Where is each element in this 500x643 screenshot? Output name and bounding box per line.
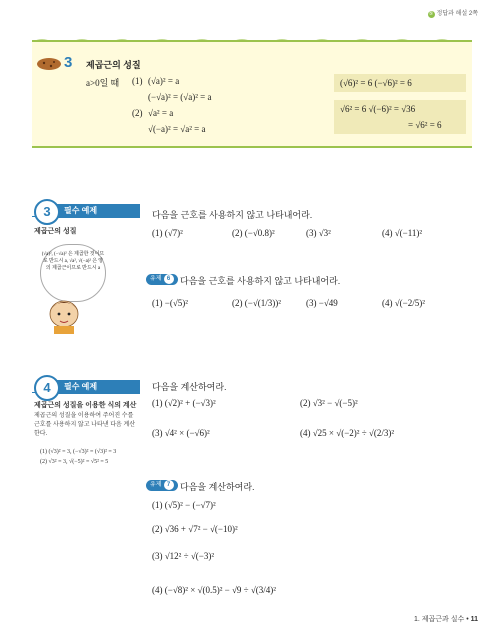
ex3-problem-4: (4) √(−11)² <box>382 228 423 238</box>
footer: 1. 제곱근과 실수 • 11 <box>413 616 478 623</box>
ex4-similar-badge-label: 유제 <box>150 482 162 488</box>
ex3-question: 다음을 근호를 사용하지 않고 나타내어라. <box>152 210 313 220</box>
ex3-tag: 필수 예제 <box>56 204 140 218</box>
ex4-note-ex1: (1) (√3)² = 3, (−√3)² = (√3)² = 3 <box>40 449 117 455</box>
ex4-number: 4 <box>34 375 60 401</box>
ex3-similar-badge-label: 유제 <box>150 276 162 282</box>
boy-illustration <box>42 292 92 334</box>
page-number: 11 <box>470 616 478 623</box>
ex4-tag: 필수 예제 <box>56 380 140 394</box>
ex4-problem-2: (2) √3² − √(−5)² <box>300 398 358 408</box>
ex3-subtitle: 제곱근의 성질 <box>34 228 77 235</box>
header-label <box>428 8 478 18</box>
header-text: 정답과 해설 2쪽 <box>436 11 478 17</box>
property-ex2: √6² = 6 √(−6)² = √36 <box>340 104 416 114</box>
ex3-similar-number: 6 <box>164 274 174 284</box>
ex3-problem-1: (1) (√7)² <box>152 228 183 238</box>
hint-bubble: (√a)², (−√a)² 은 제곱한 것이므로 반드시 a, √a², √(−a)² 은 양의 제곱근이므로 반드시 a <box>40 244 106 302</box>
ex3-similar-problem-2: (2) (−√(1/3))² <box>232 298 281 308</box>
ex4-note-ex2: (2) √3² = 3, √(−5)² = √5² = 5 <box>40 459 109 465</box>
ex3-number: 3 <box>34 199 60 225</box>
ex4-similar-problem-3: (3) √12² ÷ √(−3)² <box>152 551 215 561</box>
property-ex3: = √6² = 6 <box>408 120 442 130</box>
footer-text: 1. 제곱근과 실수 <box>413 616 465 623</box>
ex3-similar-badge <box>146 274 178 285</box>
ex4-similar-problem-4: (4) (−√8)² × √(0.5)² − √9 ÷ √(3/4)² <box>152 585 276 595</box>
ex3-similar-question: 다음을 근호를 사용하지 않고 나타내어라. <box>180 276 341 286</box>
ex4-similar-question: 다음을 계산하여라. <box>180 482 255 492</box>
ex3-problem-3: (3) √3² <box>306 228 331 238</box>
property-item2-label: (2) <box>132 108 143 118</box>
header-circle-icon: ⑤ <box>428 11 434 17</box>
ex3-similar-problem-4: (4) √(−2/5)² <box>382 298 425 308</box>
property-item1-label: (1) <box>132 76 143 86</box>
ex4-similar-problem-2: (2) √36 + √7² − √(−10)² <box>152 524 238 534</box>
property-item1-line2: (−√a)² = (√a)² = a <box>148 92 212 102</box>
property-item1-line1: (√a)² = a <box>148 76 180 86</box>
property-item2-line2: √(−a)² = √a² = a <box>148 124 206 134</box>
ex4-note: 제곱근의 성질을 이용하여 주어진 수를 근호를 사용하지 않고 나타낸 다음 계산한다. <box>34 413 136 437</box>
property-ex1: (√6)² = 6 (−√6)² = 6 <box>340 78 412 88</box>
ex4-similar-number: 7 <box>164 480 174 490</box>
cookie-icon <box>36 57 62 71</box>
ex4-subtitle: 제곱근의 성질을 이용한 식의 계산 <box>34 402 137 409</box>
ex4-question: 다음을 계산하여라. <box>152 382 227 392</box>
ex3-similar-problem-3: (3) −√49 <box>306 298 338 308</box>
ex3-problem-2: (2) (−√0.8)² <box>232 228 275 238</box>
ex4-problem-1: (1) (√2)² + (−√3)² <box>152 398 216 408</box>
ex4-similar-problem-1: (1) (√5)² − (−√7)² <box>152 500 216 510</box>
property-condition: a>0일 때 <box>86 78 120 88</box>
ex4-similar-badge <box>146 480 178 491</box>
ex4-problem-4: (4) √25 × √(−2)² ÷ √(2/3)² <box>300 428 395 438</box>
ex3-similar-problem-1: (1) −(√5)² <box>152 298 188 308</box>
property-number: 3 <box>64 54 73 71</box>
ex4-problem-3: (3) √4² × (−√6)² <box>152 428 210 438</box>
property-item2-line1: √a² = a <box>148 108 174 118</box>
property-title: 제곱근의 성질 <box>86 60 141 70</box>
